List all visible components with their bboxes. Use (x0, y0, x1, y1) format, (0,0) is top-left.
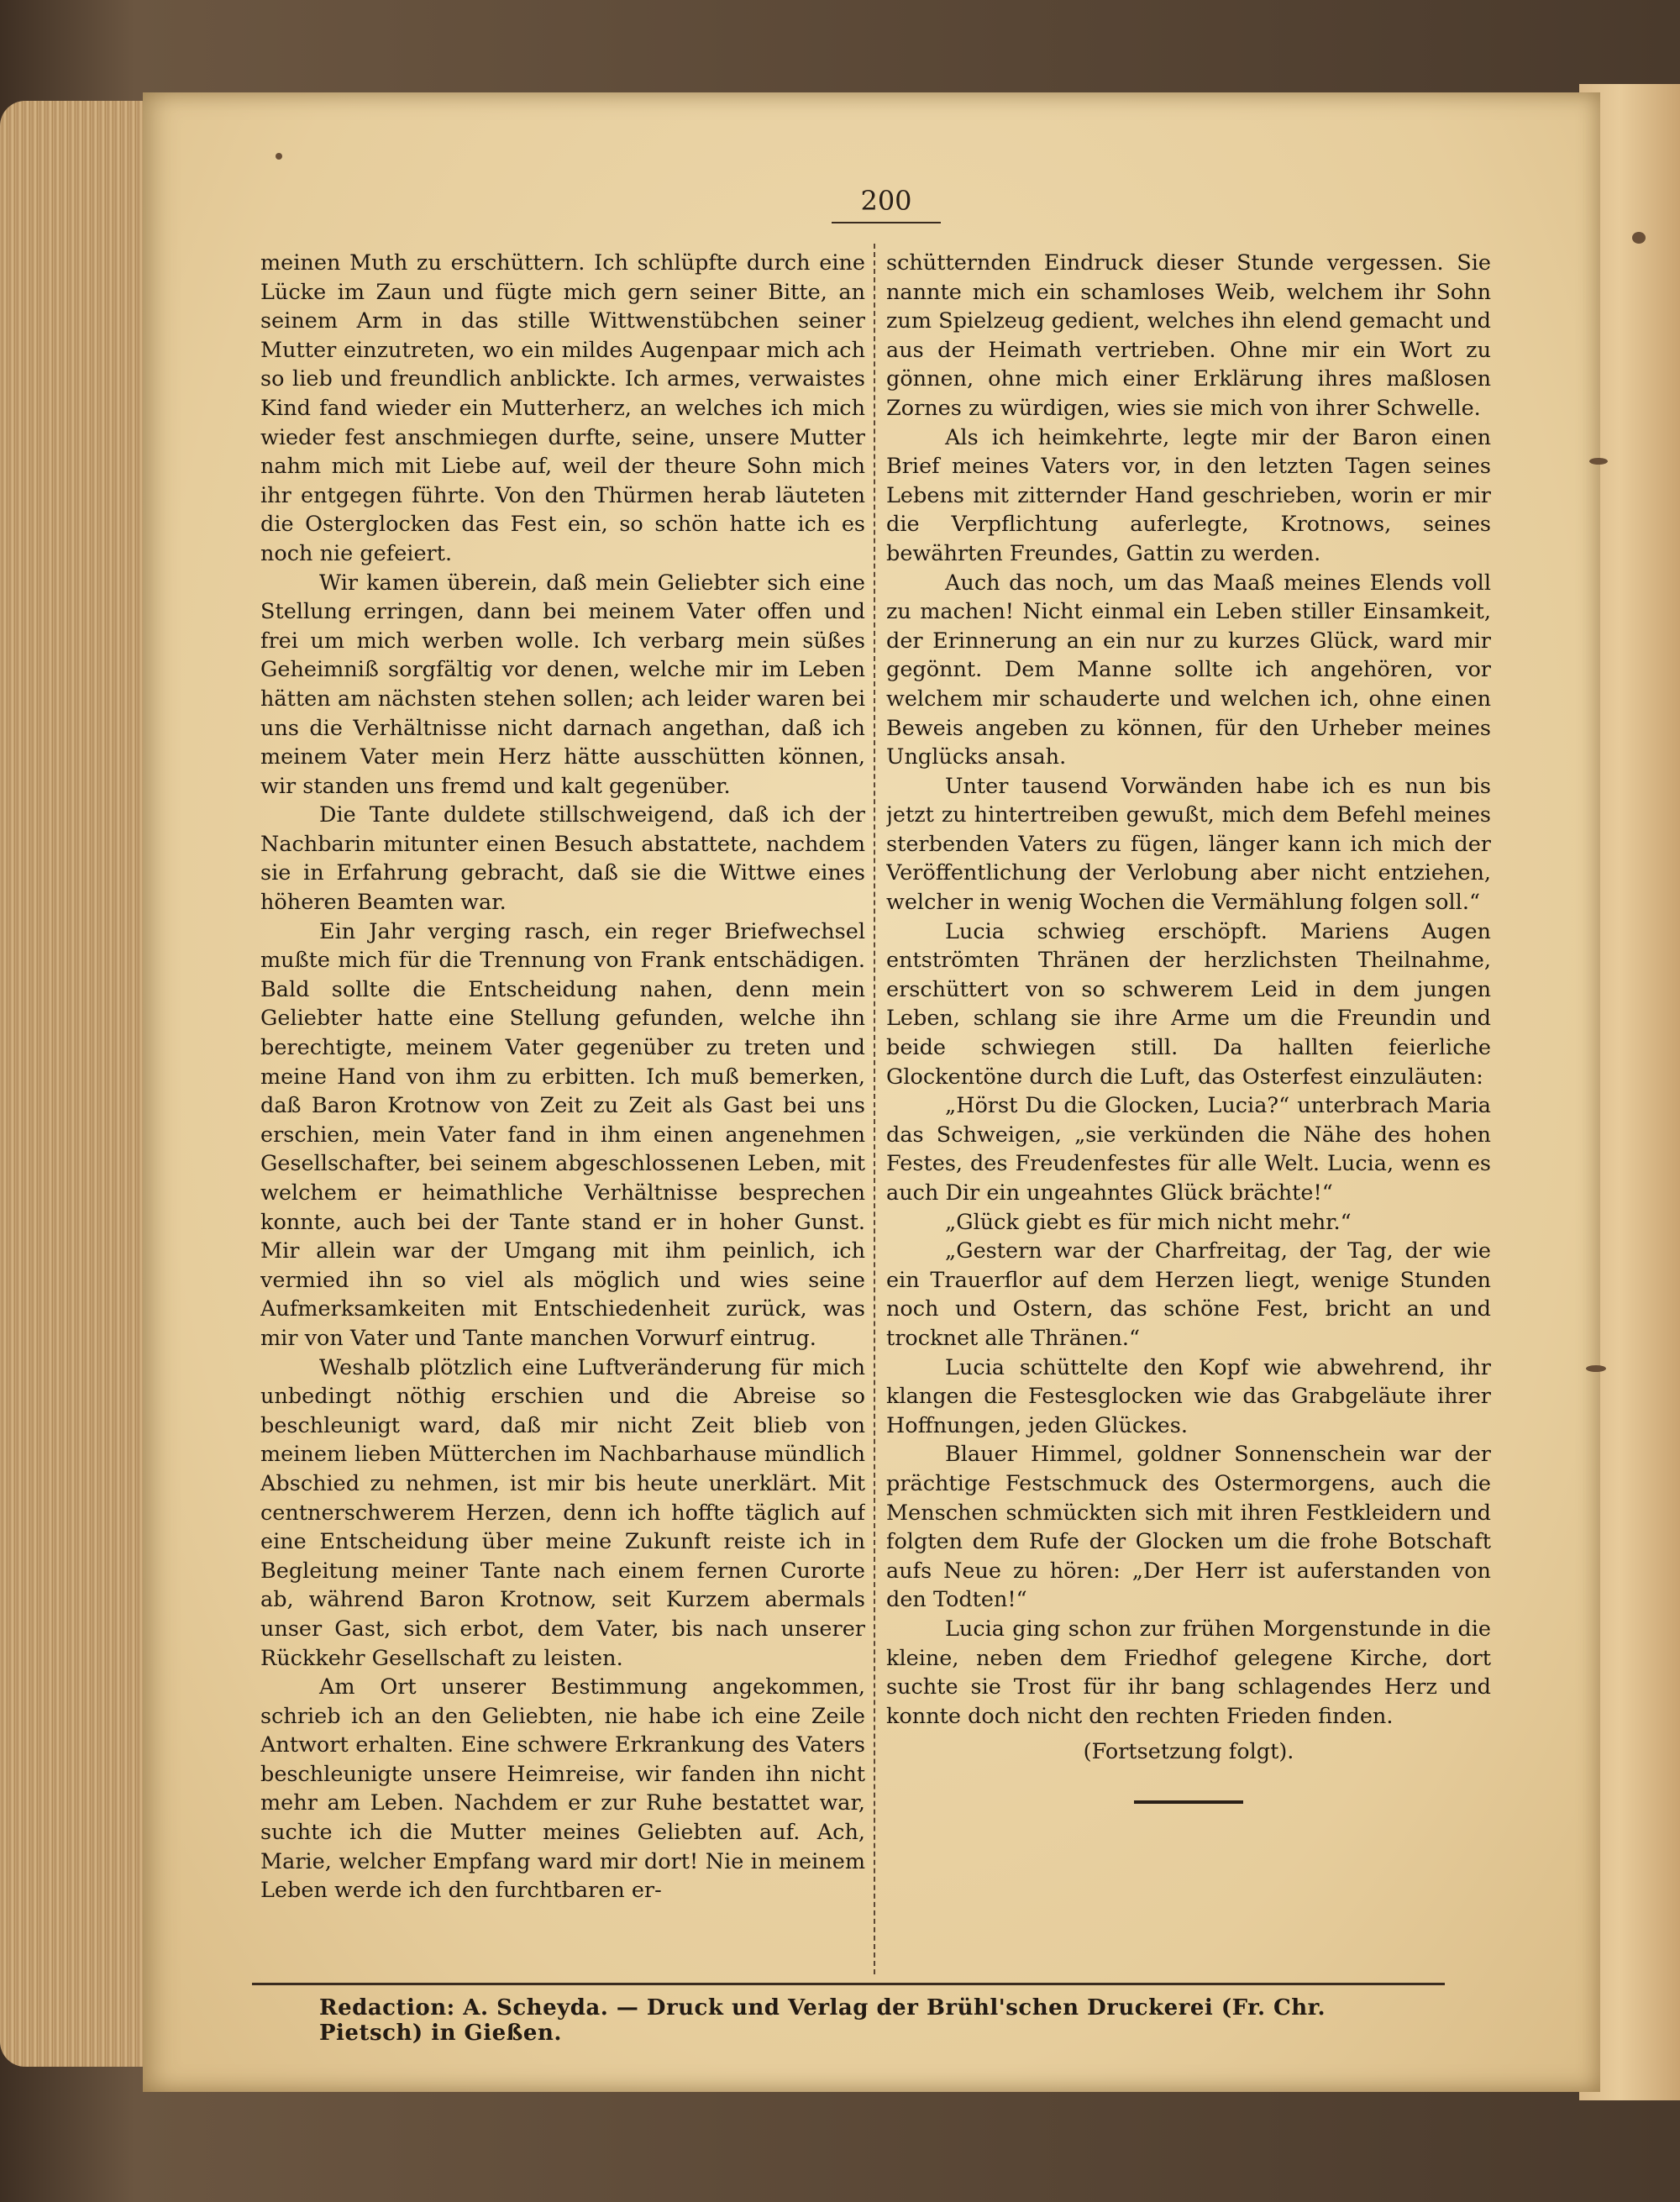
paragraph: Weshalb plötzlich eine Luftveränderung für mich unbedingt nöthig erschien und die Abreise so beschleunigt ward, daß mir nicht Zeit blieb von meinem lieben Mütterchen im Nachbarhause mündlich Abschied zu nehmen, ist mir bis heute unerklärt. Mit centnerschwerem Herzen, denn ich hoffte täglich auf eine Entscheidung über meine Zukunft reiste ich in Begleitung meiner Tante nach einem fernen Curorte ab, während Baron Krotnow, seit Kurzem abermals unser Gast, sich erbot, dem Vater, bis nach unserer Rückkehr Gesellschaft zu leisten. (260, 1354, 865, 1671)
continuation-note: (Fortsetzung folgt). (1083, 1739, 1294, 1765)
paragraph: Ein Jahr verging rasch, ein reger Briefwechsel mußte mich für die Trennung von Frank entschädigen. Bald sollte die Entscheidung nahen, denn mein Geliebter hatte eine Stellung gefunden, welche ihn berechtigte, meinem Vater gegenüber zu treten und meine Hand von ihm zu erbitten. Ich muß bemerken, daß Baron Krotnow von Zeit zu Zeit als Gast bei uns erschien, mein Vater fand in ihm einen angenehmen Gesellschafter, bei seinem abgeschlossenen Leben, mit welchem er heimathliche Verhältnisse besprechen konnte, auch bei der Tante stand er in hoher Gunst. Mir allein war der Umgang mit ihm peinlich, ich vermied ihn so viel als möglich und wies seine Aufmerksamkeiten mit Entschiedenheit zurück, was mir von Vater und Tante manchen Vorwurf eintrug. (260, 918, 865, 1351)
paragraph: Wir kamen überein, daß mein Geliebter sich eine Stellung erringen, dann bei meinem Vater offen und frei um mich werben wolle. Ich verbarg mein süßes Geheimniß sorgfältig vor denen, welche mir im Leben hätten am nächsten stehen sollen; ach leider waren bei uns die Verhältnisse nicht darnach angethan, daß ich meinem Vater mein Herz hätte ausschütten können, wir standen uns fremd und kalt gegenüber. (260, 570, 865, 799)
paragraph: Am Ort unserer Bestimmung angekommen, schrieb ich an den Geliebten, nie habe ich eine Zeile Antwort erhalten. Eine schwere Erkrankung des Vaters beschleunigte unsere Heimreise, wir fanden ihn nicht mehr am Leben. Nachdem er zur Ruhe bestattet war, suchte ich die Mutter meines Geliebten auf. Ach, Marie, welcher Empfang ward mir dort! Nie in meinem Leben werde ich den furchtbaren er- (260, 1674, 865, 1904)
paragraph: Als ich heimkehrte, legte mir der Baron einen Brief meines Vaters vor, in den letzten Tagen seines Lebens mit zitternder Hand geschrieben, worin er mir die Verpflichtung auferlegte, Krotnows, seines bewährten Freundes, Gattin zu werden. (886, 424, 1491, 566)
paragraph: Blauer Himmel, goldner Sonnenschein war der prächtige Festschmuck des Ostermorgens, auch die Menschen schmückten sich mit ihren Festkleidern und folgten dem Rufe der Glocken um die frohe Botschaft aufs Neue zu hören: „Der Herr ist auferstanden von den Todten!“ (886, 1442, 1491, 1613)
paragraph: „Hörst Du die Glocken, Lucia?“ unterbrach Maria das Schweigen, „sie verkünden die Nähe des hohen Festes, des Freudenfestes für alle Welt. Lucia, wenn es auch Dir ein ungeahntes Glück brächte!“ (886, 1093, 1491, 1206)
imprint-footer: Redaction: A. Scheyda. — Druck und Verlag der Brühl'schen Druckerei (Fr. Chr. Pietsch) in Gießen. (319, 1995, 1326, 2046)
paragraph: Die Tante duldete stillschweigend, daß ich der Nachbarin mitunter einen Besuch abstattete, nachdem sie in Erfahrung gebracht, daß sie die Wittwe eines höheren Beamten war. (260, 802, 865, 916)
paragraph: Unter tausend Vorwänden habe ich es nun bis jetzt zu hintertreiben gewußt, mich dem Befehl meines sterbenden Vaters zu fügen, länger kann ich mich der Veröffentlichung der Verlobung aber nicht entziehen, welcher in wenig Wochen die Vermählung folgen soll.“ (886, 773, 1491, 916)
paragraph: Lucia schüttelte den Kopf wie abwehrend, ihr klangen die Festesglocken wie das Grabgeläute ihrer Hoffnungen, jeden Glückes. (886, 1354, 1491, 1438)
paragraph: „Gestern war der Charfreitag, der Tag, der wie ein Trauerflor auf dem Herzen liegt, wenige Stunden noch und Ostern, das schöne Fest, bricht an und trocknet alle Thränen.“ (886, 1238, 1491, 1351)
paper-spot (1632, 232, 1646, 244)
footer-rule (252, 1983, 1445, 1985)
paragraph: Lucia schwieg erschöpft. Mariens Augen entströmten Thränen der herzlichsten Theilnahme, erschüttert von so schwerem Leid in dem jungen Leben, schlang sie ihre Arme um die Freundin und beide schwiegen still. Da hallten feierliche Glockentöne durch die Luft, das Osterfest einzuläuten: (886, 918, 1491, 1090)
end-rule (1134, 1800, 1243, 1804)
paragraph: „Glück giebt es für mich nicht mehr.“ (945, 1209, 1352, 1235)
paragraph: Lucia ging schon zur frühen Morgenstunde in die kleine, neben dem Friedhof gelegene Kirche, dort suchte sie Trost für ihr bang schlagendes Herz und konnte doch nicht den rechten Frieden finden. (886, 1616, 1491, 1729)
paper-spot (1586, 1365, 1606, 1372)
right-column (886, 249, 1491, 1967)
book-page-edges (0, 101, 147, 2067)
paragraph: meinen Muth zu erschüttern. Ich schlüpfte durch eine Lücke im Zaun und fügte mich gern seiner Bitte, an seinem Arm in das stille Wittwenstübchen seiner Mutter einzutreten, wo ein mildes Augenpaar mich ach so lieb und freundlich anblickte. Ich armes, verwaistes Kind fand wieder ein Mutterherz, an welches ich mich wieder fest anschmiegen durfte, seine, unsere Mutter nahm mich mit Liebe auf, weil der theure Sohn mich ihr entgegen führte. Von den Thürmen herab läuteten die Osterglocken das Fest ein, so schön hatte ich es noch nie gefeiert. (260, 250, 865, 566)
paragraph: Auch das noch, um das Maaß meines Elends voll zu machen! Nicht einmal ein Leben stiller Einsamkeit, der Erinnerung an ein nur zu kurzes Glück, ward mir gegönnt. Dem Manne sollte ich angehören, vor welchem mir schauderte und welchen ich, ohne einen Beweis angeben zu können, für den Urheber meines Unglücks ansah. (886, 570, 1491, 770)
paper-spot (1589, 458, 1608, 465)
paper-spot (276, 153, 282, 160)
left-column (260, 249, 865, 1967)
page-number: 200 (832, 185, 941, 223)
column-divider (874, 244, 875, 1974)
paragraph: schütternden Eindruck dieser Stunde vergessen. Sie nannte mich ein schamloses Weib, welchem ihr Sohn zum Spielzeug gedient, welches ihn elend gemacht und aus der Heimath vertrieben. Ohne mir ein Wort zu gönnen, ohne mich einer Erklärung ihres maßlosen Zornes zu würdigen, wies sie mich von ihrer Schwelle. (886, 250, 1491, 421)
